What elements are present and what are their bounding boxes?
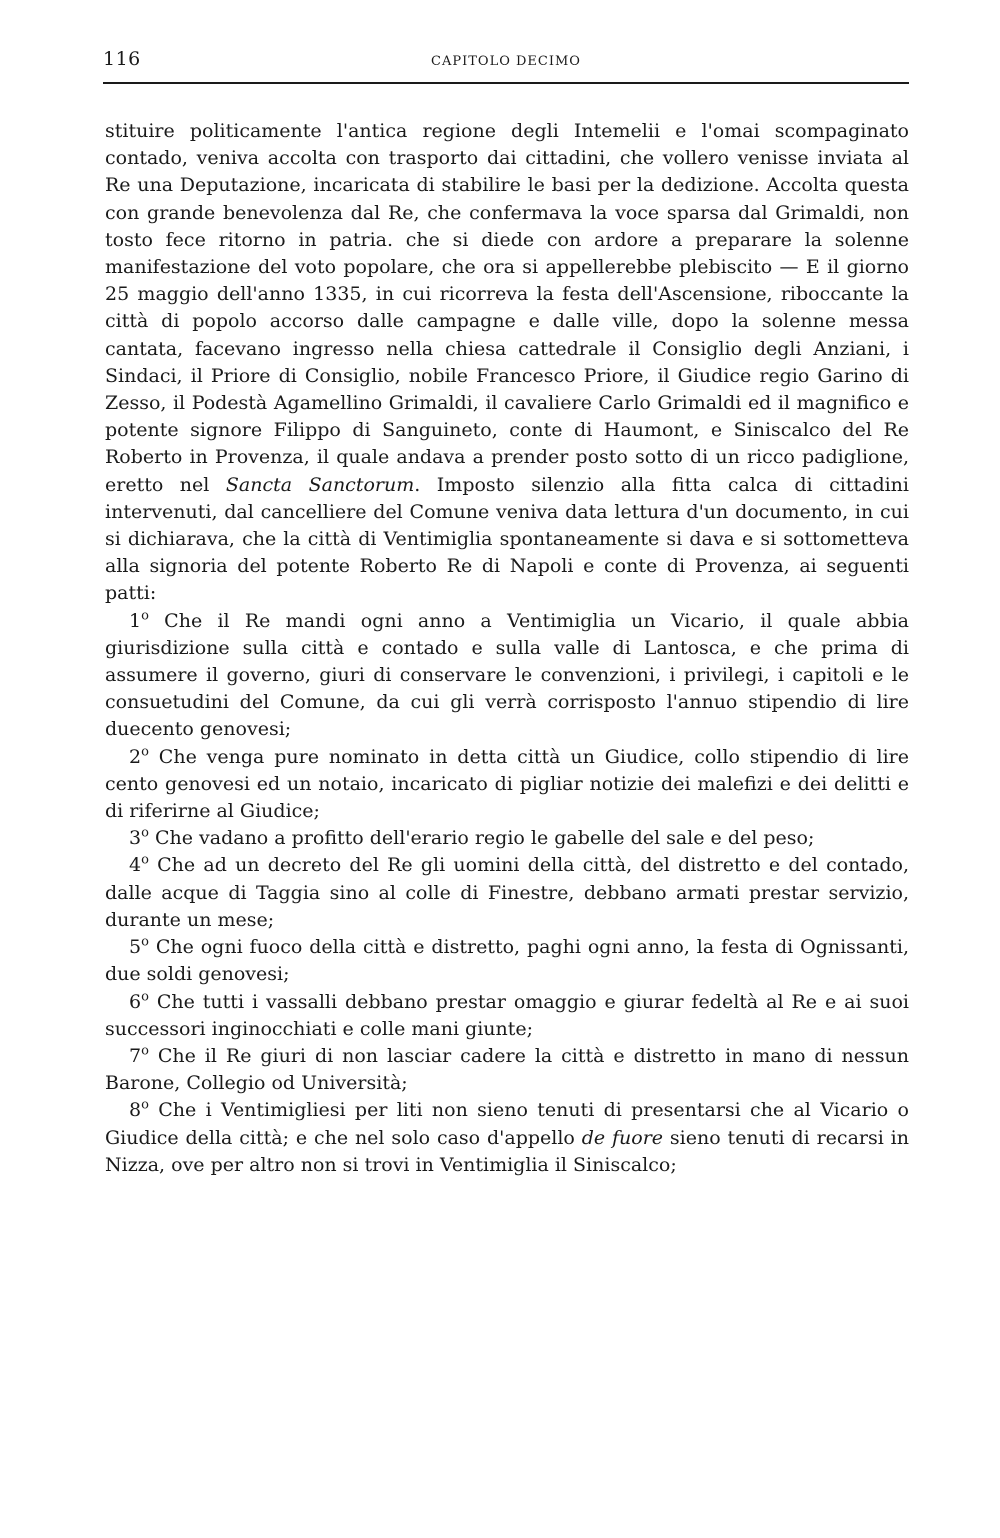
ordinal-mark: o: [141, 744, 149, 760]
pact-text: Che il Re mandi ogni anno a Ventimiglia un Vicario, il quale abbia giurisdizione sulla città e contado e sulla valle di Lantosca, e che prima di assumere il governo, giuri di conservare le convenzioni, i privilegi, i capitoli e le consuetudini del Comune, da cui gli verrà corrisposto l'annuo stipendio di lire duecento genovesi;: [105, 609, 909, 741]
pact-item-1: [105, 608, 909, 744]
ordinal-mark: o: [141, 825, 149, 841]
pact-number: 6: [129, 990, 142, 1013]
pact-number: 4: [129, 854, 142, 877]
ordinal-mark: o: [141, 853, 149, 869]
page-number: 116: [103, 48, 141, 70]
pact-text: Che il Re giuri di non lasciar cadere la città e distretto in mano di nessun Barone, Collegio od Università;: [105, 1044, 909, 1095]
pact-text: Che venga pure nominato in detta città un Giudice, collo stipendio di lire cento genovesi ed un notaio, incaricato di pigliar notizie dei malefizi e dei delitti e di riferirne al Giudice;: [105, 745, 909, 823]
page-header: [103, 42, 909, 76]
pact-item-2: [105, 744, 909, 826]
header-rule: [103, 82, 909, 84]
pact-text: Che ogni fuoco della città e distretto, paghi ogni anno, la festa di Ognissanti, due soldi genovesi;: [105, 936, 909, 986]
running-title: CAPITOLO DECIMO: [431, 54, 581, 69]
ordinal-mark: o: [141, 1097, 149, 1113]
pact-item-7: [105, 1043, 909, 1097]
intro-paragraph: [105, 118, 909, 608]
pact-number: 1: [129, 609, 142, 632]
intro-text-a: stituire politicamente l'antica regione degli Intemelii e l'omai scompaginato contado, veniva accolta con trasporto dai cittadini, che vollero venisse inviata al Re una Deputazione, incaricata di stabilire le basi per la dedizione. Accolta questa con grande benevolenza dal Re, che confermava la voce sparsa dal Grimaldi, non tosto fece ritorno in patria. che si diede con ardore a preparare la solenne manifestazione del voto popolare, che ora si appellerebbe plebiscito — E il giorno 25 maggio dell'anno 1335, in cui ricorreva la festa dell'Ascensione, riboccante la città di popolo accorso dalle campagne e dalle ville, dopo la solenne messa cantata, facevano ingresso nella chiesa cattedrale il Consiglio degli Anziani, i Sindaci, il Priore di Consiglio, nobile Francesco Priore, il Giudice regio Garino di Zesso, il Podestà Agamellino Grimaldi, il cavaliere Carlo Grimaldi ed il magnifico e potente signore Filippo di Sanguineto, conte di Haumont, e Siniscalco del Re Roberto in Provenza, il quale andava a prender posto sotto di un ricco padiglione, eretto nel: [105, 120, 909, 496]
ordinal-mark: o: [141, 989, 149, 1005]
pact-item-5: [105, 934, 909, 988]
pact-text: Che ad un decreto del Re gli uomini della città, del distretto e del contado, dalle acque di Taggia sino al colle di Finestre, debbano armati prestar servizio, durante un mese;: [105, 854, 909, 931]
pact-text: Che tutti i vassalli debbano prestar omaggio e giurar fedeltà al Re e ai suoi successori inginocchiati e colle mani giunte;: [105, 990, 909, 1040]
pact-number: 8: [129, 1099, 142, 1122]
ordinal-mark: o: [141, 1043, 149, 1059]
pact-item-4: [105, 852, 909, 934]
intro-italic-phrase: Sancta Sanctorum: [225, 473, 415, 496]
ordinal-mark: o: [141, 608, 149, 624]
pact-number: 3: [129, 827, 142, 850]
pact-number: 2: [129, 745, 142, 768]
pact-number: 7: [129, 1044, 142, 1067]
pact-item-8: [105, 1097, 909, 1179]
intro-text-b: . Imposto silenzio alla fitta calca di cittadini intervenuti, dal cancelliere del Comune veniva data lettura d'un documento, in cui si dichiarava, che la città di Ventimiglia spontaneamente si dava e si sottometteva alla signoria del potente Roberto Re di Napoli e conte di Provenza, ai seguenti patti:: [105, 473, 909, 605]
ordinal-mark: o: [141, 934, 149, 950]
pact-number: 5: [129, 936, 142, 959]
pact-text-a: Che i Ventimigliesi per liti non sieno tenuti di presentarsi che al Vicario o Giudice della città; e che nel solo caso d'appello: [105, 1099, 909, 1149]
pact-text: Che vadano a profitto dell'erario regio le gabelle del sale e del peso;: [148, 827, 815, 850]
pact-italic-phrase: de fuore: [581, 1126, 664, 1149]
pact-text-b: sieno tenuti di recarsi in Nizza, ove per altro non si trovi in Ventimiglia il Siniscalco;: [105, 1126, 909, 1176]
pact-item-3: [105, 825, 909, 852]
pact-item-6: [105, 989, 909, 1043]
body-text: [105, 118, 909, 1179]
